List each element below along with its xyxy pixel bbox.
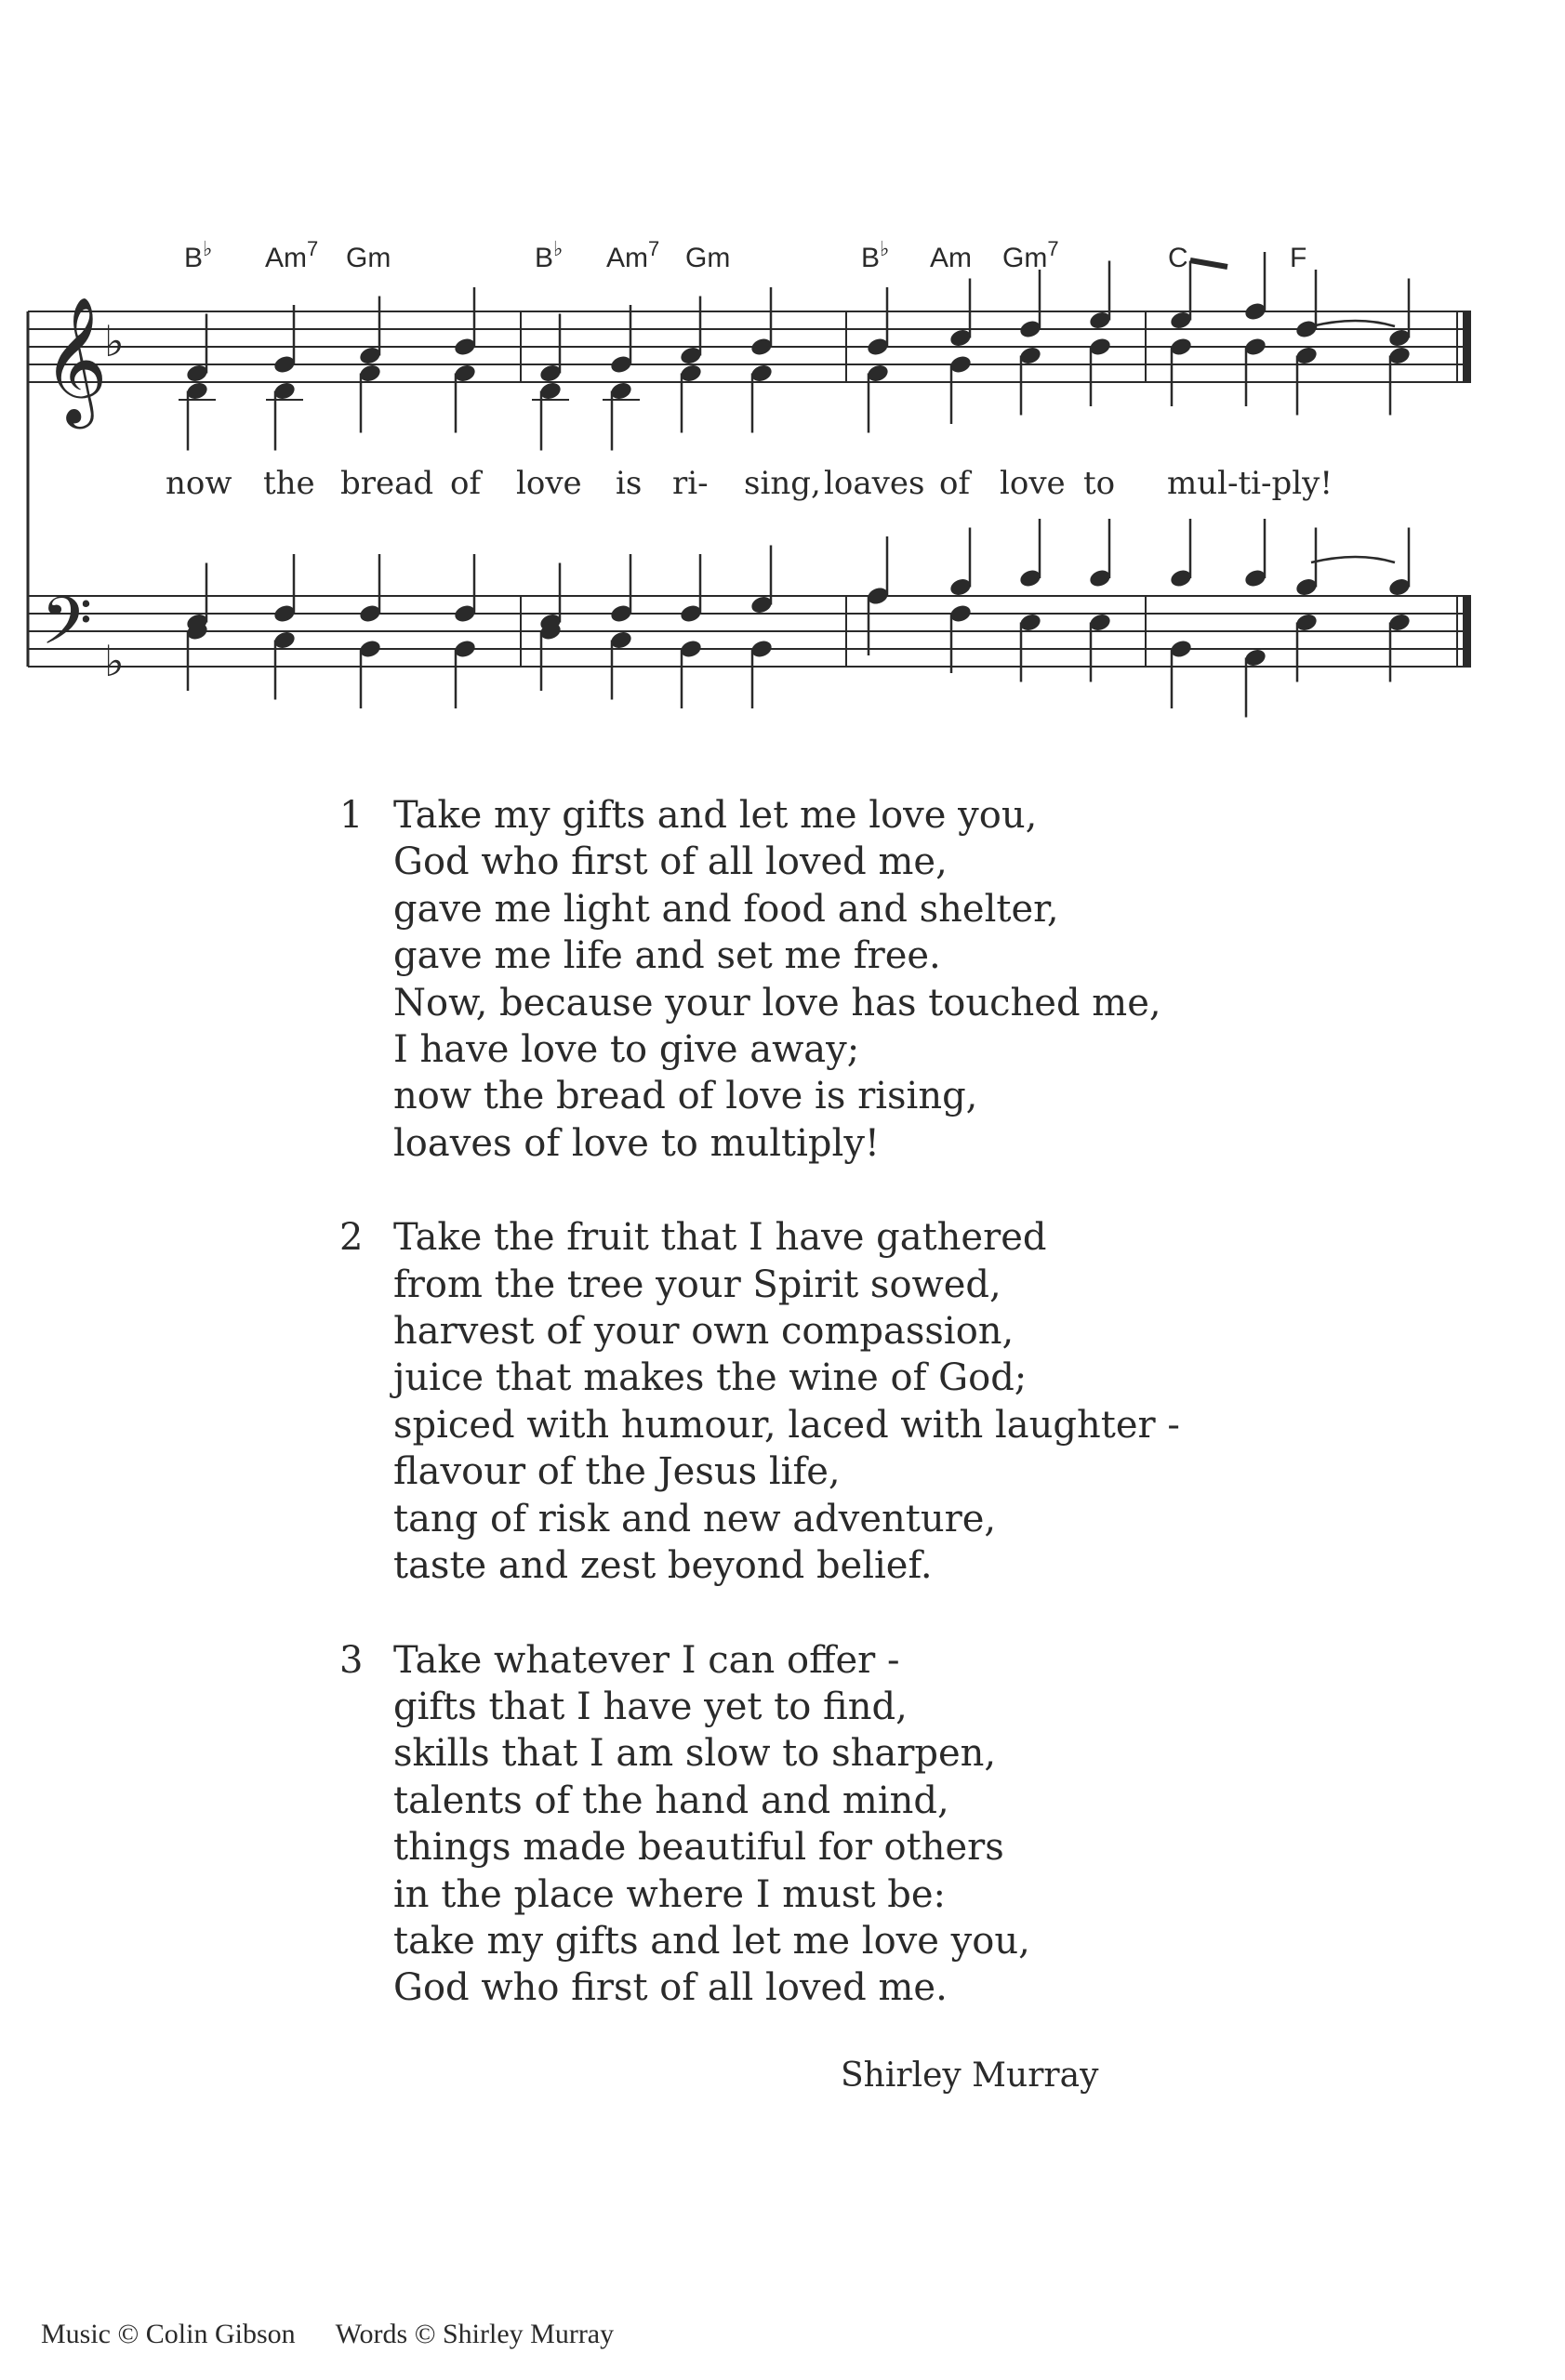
verse-line: loaves of love to multiply! xyxy=(393,1121,880,1165)
chord-root: Am xyxy=(930,243,972,273)
chord-symbol xyxy=(861,237,889,273)
final-barline-thick xyxy=(1463,596,1471,667)
chord-extension: 7 xyxy=(1047,237,1059,260)
chord-extension: 7 xyxy=(307,237,319,260)
chord-symbol xyxy=(1168,243,1188,273)
chord-symbol xyxy=(1290,243,1306,273)
flat-key-signature-icon: ♭ xyxy=(104,636,125,686)
verse-line: gifts that I have yet to find, xyxy=(393,1685,908,1728)
verse-number: 1 xyxy=(339,794,364,837)
underlay-lyrics xyxy=(166,465,1333,502)
chord-symbol xyxy=(535,237,563,273)
verse-number: 2 xyxy=(339,1216,364,1260)
final-barline-thick xyxy=(1463,311,1471,382)
verse-line: things made beautiful for others xyxy=(393,1826,1004,1870)
lyric-syllable: love xyxy=(1000,465,1066,502)
lyric-syllable: of xyxy=(450,465,482,502)
verses xyxy=(339,792,1269,2059)
copyright-footer xyxy=(41,2319,647,2350)
chord-root: Am xyxy=(606,243,648,273)
verse-number: 3 xyxy=(339,1638,364,1682)
verse-line: Take whatever I can offer - xyxy=(393,1638,900,1682)
tie xyxy=(1311,557,1395,562)
bass-clef-icon: 𝄢 xyxy=(41,583,93,676)
chord-symbols xyxy=(184,237,1306,273)
chord-symbol xyxy=(606,237,659,273)
chord-root: Gm xyxy=(685,243,731,273)
verse-line: skills that I am slow to sharpen, xyxy=(393,1732,997,1776)
verse-line: in the place where I must be: xyxy=(393,1872,946,1916)
chord-accidental: ♭ xyxy=(203,237,213,260)
verse-line: tang of risk and new adventure, xyxy=(393,1497,997,1540)
chord-root: Am xyxy=(265,243,307,273)
chord-root: B xyxy=(184,243,204,273)
tie xyxy=(1311,321,1395,326)
bass-staff xyxy=(28,583,1471,686)
verse-line: flavour of the Jesus life, xyxy=(393,1450,841,1494)
flat-key-signature-icon: ♭ xyxy=(104,316,125,366)
verse-line: Take the fruit that I have gathered xyxy=(393,1216,1047,1260)
verse-line: gave me light and food and shelter, xyxy=(393,887,1059,931)
verse-line: God who first of all loved me, xyxy=(393,840,948,884)
verse-line: from the tree your Spirit sowed, xyxy=(393,1263,1001,1306)
lyric-syllable: is xyxy=(616,465,643,502)
verse-line: take my gifts and let me love you, xyxy=(393,1919,1030,1963)
music-score xyxy=(0,0,1565,762)
verse-2 xyxy=(339,1214,1269,1589)
chord-extension: 7 xyxy=(648,237,660,260)
lyric-syllable: bread xyxy=(340,465,434,502)
chord-symbol xyxy=(346,243,391,273)
verse-line: harvest of your own compassion, xyxy=(393,1310,1015,1354)
chord-symbol xyxy=(184,237,212,273)
lyric-syllable: to xyxy=(1083,465,1116,502)
chord-symbol xyxy=(1002,237,1059,273)
music-credit: Music © Colin Gibson xyxy=(41,2319,296,2349)
lyric-syllable: loaves xyxy=(824,465,925,502)
verse-line: talents of the hand and mind, xyxy=(393,1778,949,1822)
words-credit: Words © Shirley Murray xyxy=(335,2319,615,2349)
chord-root: B xyxy=(535,243,554,273)
chord-symbol xyxy=(685,243,730,273)
verse-line: gave me life and set me free. xyxy=(393,934,941,978)
lyric-syllable: ri- xyxy=(672,465,709,502)
lyric-syllable: mul-ti-ply! xyxy=(1167,465,1333,502)
verse-line: Now, because your love has touched me, xyxy=(393,981,1161,1025)
chord-root: B xyxy=(861,243,881,273)
chord-symbol xyxy=(930,243,972,273)
author-credit: Shirley Murray xyxy=(841,2056,1099,2095)
verse-line: Take my gifts and let me love you, xyxy=(393,794,1038,837)
treble-clef-icon: 𝄞 xyxy=(43,295,108,423)
beam xyxy=(1190,260,1227,267)
lyric-syllable: the xyxy=(263,465,315,502)
chord-accidental: ♭ xyxy=(553,237,564,260)
verse-3 xyxy=(339,1637,1269,2012)
verse-line: God who first of all loved me. xyxy=(393,1966,948,2010)
verse-line: juice that makes the wine of God; xyxy=(393,1356,1028,1400)
lyric-syllable: love xyxy=(516,465,582,502)
verse-line: taste and zest beyond belief. xyxy=(393,1544,933,1588)
verse-line: I have love to give away; xyxy=(393,1028,860,1072)
lyric-syllable: of xyxy=(939,465,971,502)
chord-symbol xyxy=(265,237,318,273)
lyric-syllable: sing, xyxy=(744,465,821,502)
chord-root: Gm xyxy=(346,243,391,273)
chord-accidental: ♭ xyxy=(880,237,890,260)
verse-1 xyxy=(339,792,1269,1167)
chord-root: Gm xyxy=(1002,243,1048,273)
chord-root: C xyxy=(1168,243,1188,273)
verse-line: spiced with humour, laced with laughter - xyxy=(393,1403,1180,1447)
verse-line: now the bread of love is rising, xyxy=(393,1075,978,1118)
lyric-syllable: now xyxy=(166,465,232,502)
chord-root: F xyxy=(1290,243,1307,273)
